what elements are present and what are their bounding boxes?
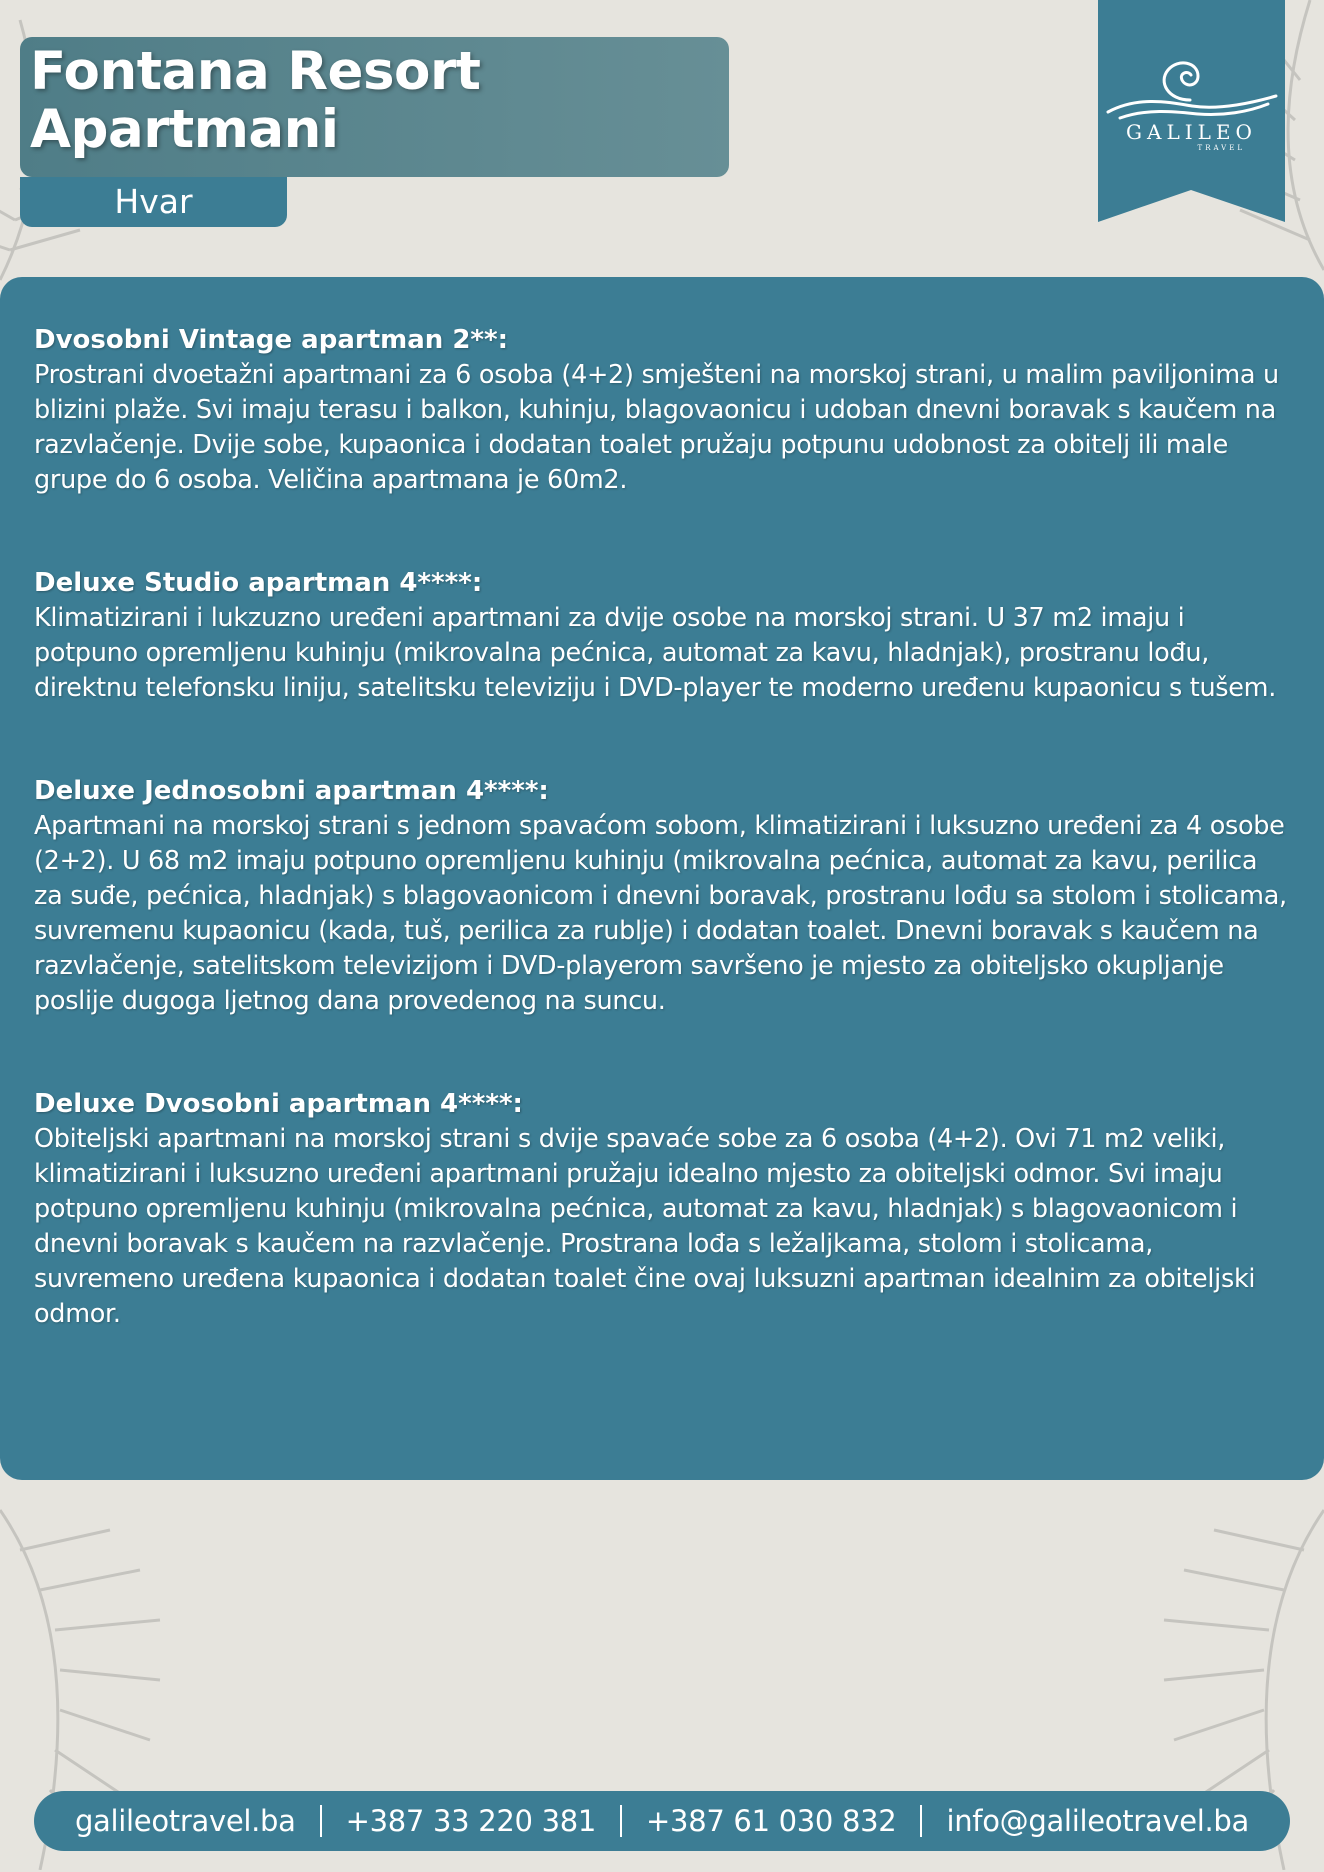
- title-box: [20, 37, 729, 177]
- apartment-section: [34, 323, 1290, 498]
- website-link[interactable]: galileotravel.ba: [74, 1804, 296, 1838]
- apartment-description: Klimatizirani i lukzuzno uređeni apartmani za dvije osobe na morskoj strani. U 37 m2 imaju i potpuno opremljenu kuhinju (mikrovalna pećnica, automat za kavu, hladnjak), prostranu lođu, direktnu telefonsku liniju, satelitsku televiziju i DVD-player te moderno uređenu kupaonicu s tušem.: [34, 603, 1277, 703]
- apartment-name: Deluxe Dvosobni apartman 4****:: [34, 1089, 523, 1119]
- email-link[interactable]: info@galileotravel.ba: [946, 1804, 1250, 1838]
- page-title-line2: Apartmani: [30, 99, 339, 160]
- phone-link-1[interactable]: +387 33 220 381: [345, 1804, 597, 1838]
- apartment-name: Deluxe Jednosobni apartman 4****:: [34, 776, 549, 806]
- logo-sub-text: TRAVEL: [1197, 144, 1245, 152]
- apartment-description: Prostrani dvoetažni apartmani za 6 osoba (4+2) smješteni na morskoj strani, u malim paviljonima u blizini plaže. Svi imaju terasu i balkon, kuhinju, blagovaonicu i udoban dnevni boravak s kaučem na razvlačenje. Dvije sobe, kupaonica i dodatan toalet pružaju potpunu udobnost za obitelj ili male grupe do 6 osoba. Veličina apartmana je 60m2.: [34, 360, 1279, 495]
- apartment-section: [34, 774, 1290, 1019]
- content-panel: [0, 277, 1324, 1480]
- apartment-name: Deluxe Studio apartman 4****:: [34, 568, 483, 598]
- location-label: Hvar: [20, 177, 287, 227]
- contact-footer: [34, 1791, 1290, 1851]
- page-title-line1: Fontana Resort: [30, 41, 481, 102]
- apartment-name: Dvosobni Vintage apartman 2**:: [34, 325, 509, 355]
- swirl-wave-icon: [1098, 0, 1285, 120]
- phone-link-2[interactable]: +387 61 030 832: [646, 1804, 897, 1838]
- logo-banner: [1098, 0, 1285, 222]
- apartment-description: Apartmani na morskoj strani s jednom spavaćom sobom, klimatizirani i luksuzno uređeni za 4 osobe (2+2). U 68 m2 imaju potpuno opremljenu kuhinju (mikrovalna pećnica, automat za kavu, perilica za suđe, pećnica, hladnjak) s blagovaonicom i dnevni boravak, prostranu lođu sa stolom i stolicama, suvremenu kupaonicu (kada, tuš, perilica za rublje) i dodatan toalet. Dnevni boravak s kaučem na razvlačenje, satelitskom televizijom i DVD-playerom savršeno je mjesto za obiteljsko okupljanje poslije dugoga ljetnog dana provedenog na suncu.: [34, 811, 1287, 1016]
- apartment-section: [34, 566, 1290, 706]
- apartment-section: [34, 1087, 1290, 1332]
- apartment-description: Obiteljski apartmani na morskoj strani s dvije spavaće sobe za 6 osoba (4+2). Ovi 71 m2 veliki, klimatizirani i luksuzno uređeni apartmani pružaju idealno mjesto za obiteljski odmor. Svi imaju potpuno opremljenu kuhinju (mikrovalna pećnica, automat za kavu, hladnjak) s blagovaonicom i dnevni boravak s kaučem na razvlačenje. Prostrana lođa s ležaljkama, stolom i stolicama, suvremeno uređena kupaonica i dodatan toalet čine ovaj luksuzni apartman idealnim za obiteljski odmor.: [34, 1124, 1256, 1329]
- logo-brand-text: GALILEO: [1126, 120, 1257, 144]
